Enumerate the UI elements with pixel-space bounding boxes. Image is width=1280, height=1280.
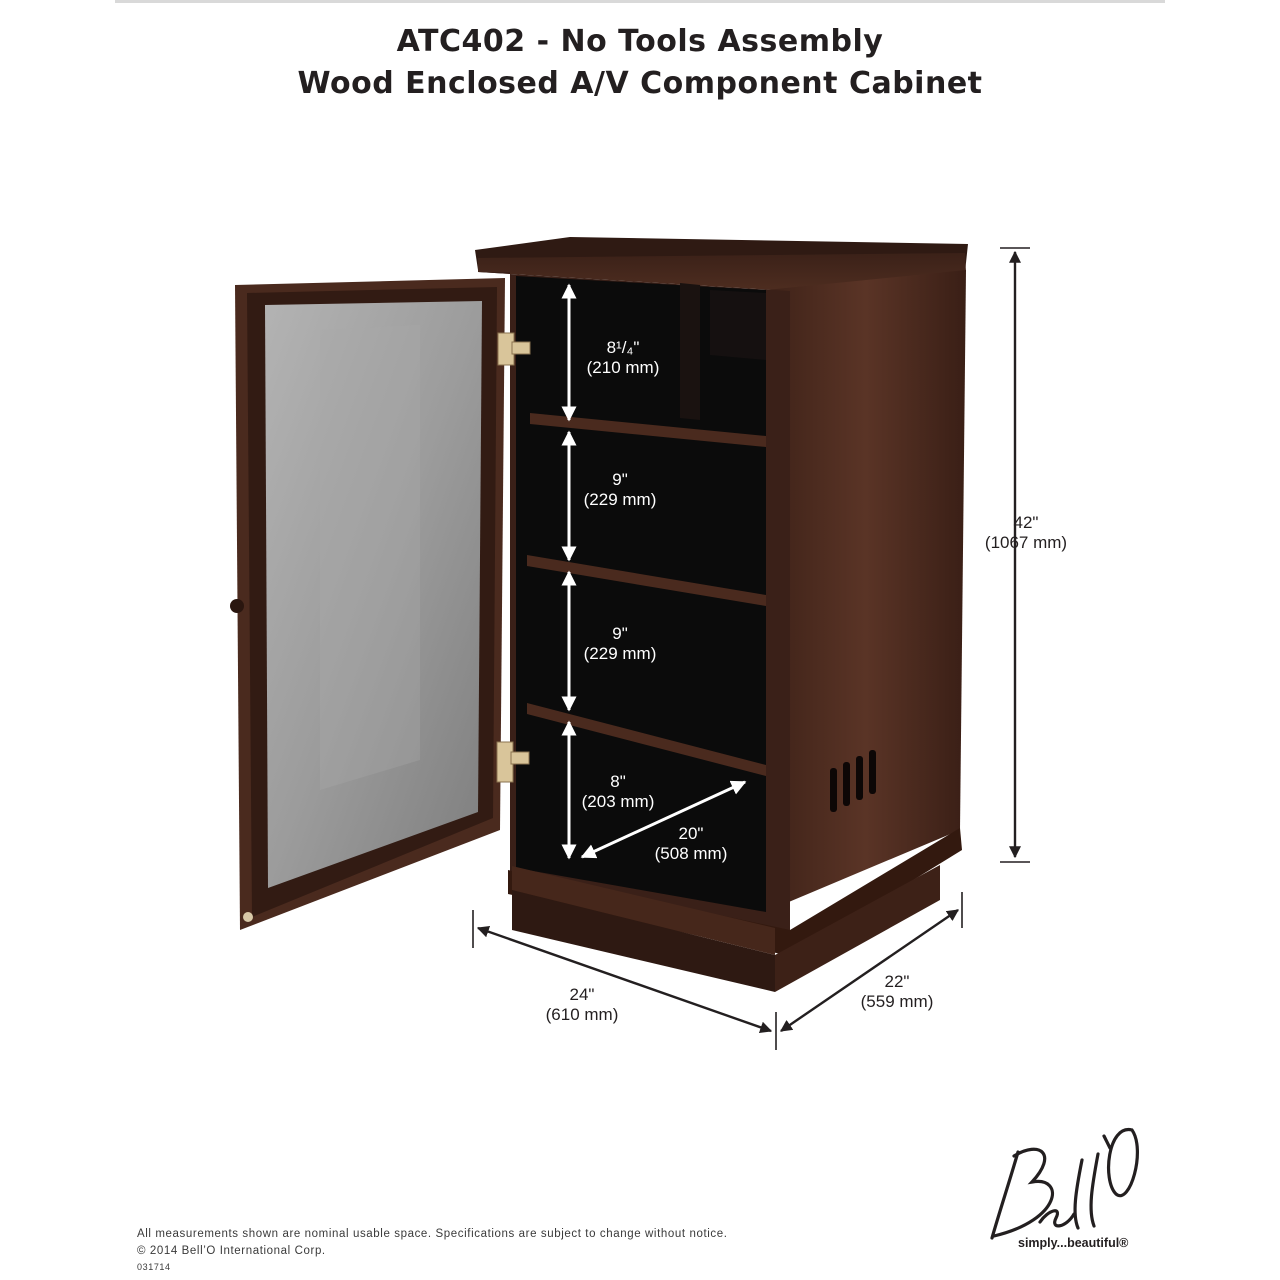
bello-logo [970, 1110, 1150, 1250]
document-code: 031714 [137, 1262, 171, 1272]
shelf3-dimension-label: 9" (229 mm) [583, 624, 657, 663]
depth-dimension-label: 22" (559 mm) [860, 972, 934, 1011]
page-title: ATC402 - No Tools Assembly [396, 24, 884, 59]
height-dimension-label: 42" (1067 mm) [984, 513, 1068, 552]
page-subtitle: Wood Enclosed A/V Component Cabinet [297, 66, 983, 101]
brand-tagline: simply...beautiful® [1018, 1236, 1129, 1250]
shelf2-dimension-label: 9" (229 mm) [583, 470, 657, 509]
cabinet-door [235, 278, 505, 930]
shelf1-dimension-label: 8¹/₄" (210 mm) [586, 338, 660, 377]
shelf4-dimension-label: 8" (203 mm) [581, 772, 655, 811]
copyright-text: © 2014 Bell’O International Corp. [137, 1245, 326, 1257]
door-knob-icon [230, 599, 244, 613]
disclaimer-text: All measurements shown are nominal usable space. Specifications are subject to change without notice. [137, 1228, 728, 1240]
width-dimension-label: 24" (610 mm) [545, 985, 619, 1024]
cabinet-side-panel [765, 270, 966, 912]
door-foot-icon [243, 912, 253, 922]
inner-depth-dimension-label: 20" (508 mm) [654, 824, 728, 863]
